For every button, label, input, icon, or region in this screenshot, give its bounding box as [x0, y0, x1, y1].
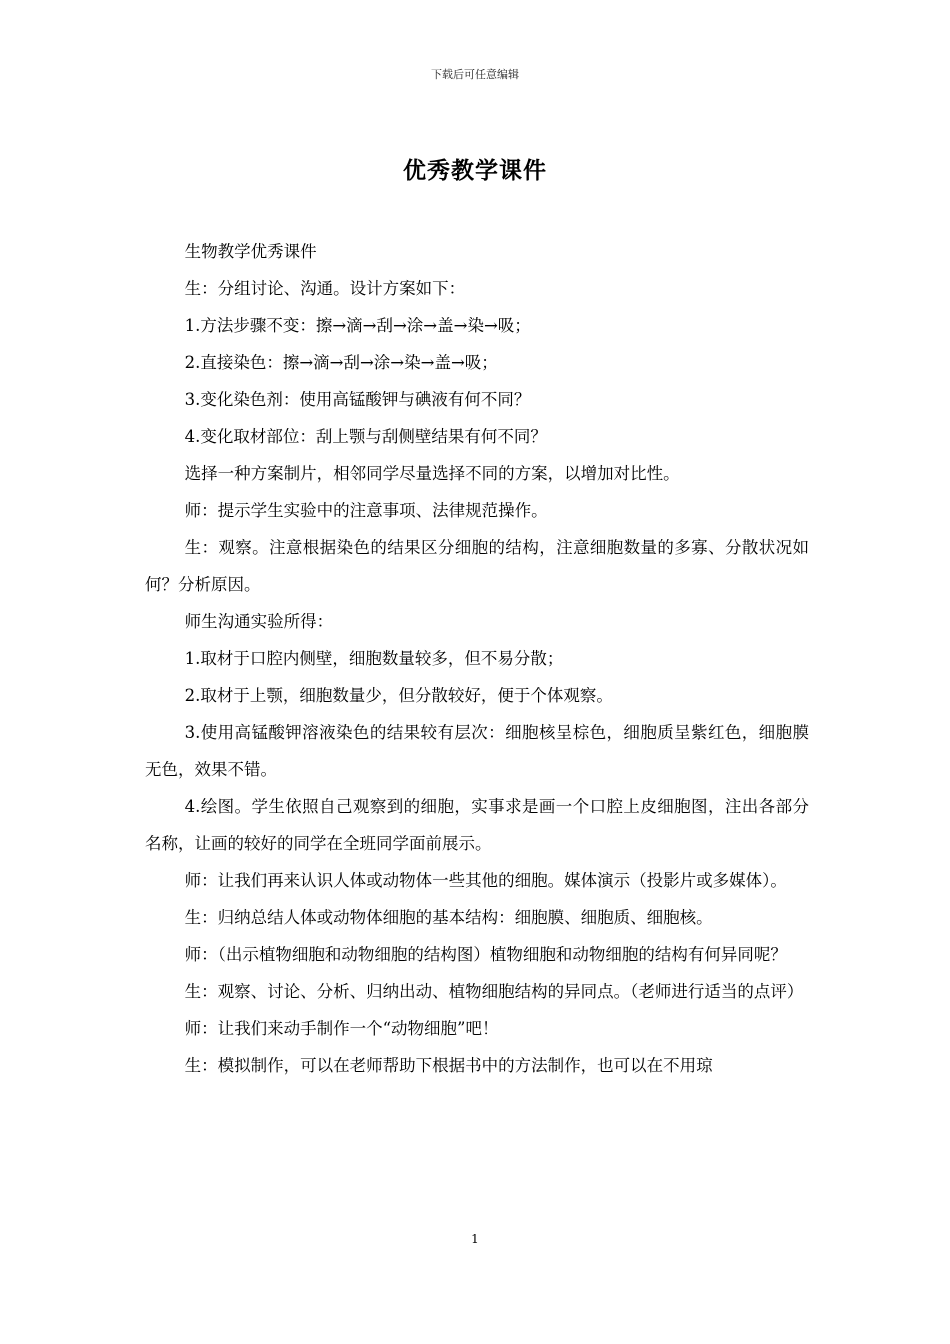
paragraph: 生：分组讨论、沟通。设计方案如下：	[184, 279, 466, 298]
paragraph: 生：归纳总结人体或动物体细胞的基本结构：细胞膜、细胞质、细胞核。	[184, 908, 713, 927]
paragraph: 生：观察。注意根据染色的结果区分细胞的结构，注意细胞数量的多寡、分散状况如何？分析原因。	[145, 538, 809, 594]
paragraph: 选择一种方案制片，相邻同学尽量选择不同的方案，以增加对比性。	[184, 464, 680, 483]
paragraph: 4.绘图。学生依照自己观察到的细胞，实事求是画一个口腔上皮细胞图，注出各部分名称，让画的较好的同学在全班同学面前展示。	[145, 797, 809, 853]
paragraph: 1.取材于口腔内侧壁，细胞数量较多，但不易分散；	[184, 649, 564, 668]
paragraph: 生：模拟制作，可以在老师帮助下根据书中的方法制作，也可以在不用琼	[184, 1056, 713, 1075]
paragraph: 师：提示学生实验中的注意事项、法律规范操作。	[184, 501, 548, 520]
paragraph: 生：观察、讨论、分析、归纳出动、植物细胞结构的异同点。（老师进行适当的点评）	[184, 982, 804, 1001]
document-title: 优秀教学课件	[403, 157, 547, 184]
paragraph: 师：让我们来动手制作一个“动物细胞”吧！	[184, 1019, 499, 1038]
document-body	[145, 233, 809, 1084]
page-number: 1	[471, 1232, 479, 1246]
paragraph: 生物教学优秀课件	[184, 242, 317, 261]
page-header: 下载后可任意编辑	[431, 68, 519, 81]
paragraph: 师：（出示植物细胞和动物细胞的结构图）植物细胞和动物细胞的结构有何异同呢？	[184, 945, 787, 964]
paragraph: 3.使用高锰酸钾溶液染色的结果较有层次：细胞核呈棕色，细胞质呈紫红色，细胞膜无色，效果不错。	[145, 723, 809, 779]
paragraph: 2.取材于上颚，细胞数量少，但分散较好，便于个体观察。	[184, 686, 613, 705]
paragraph: 4.变化取材部位：刮上颚与刮侧壁结果有何不同？	[184, 427, 547, 446]
paragraph: 师：让我们再来认识人体或动物体一些其他的细胞。媒体演示（投影片或多媒体）。	[184, 871, 787, 890]
paragraph: 师生沟通实验所得：	[184, 612, 334, 631]
paragraph: 1.方法步骤不变：擦→滴→刮→涂→盖→染→吸；	[184, 316, 531, 335]
paragraph: 3.变化染色剂：使用高锰酸钾与碘液有何不同？	[184, 390, 531, 409]
paragraph: 2.直接染色：擦→滴→刮→涂→染→盖→吸；	[184, 353, 498, 372]
